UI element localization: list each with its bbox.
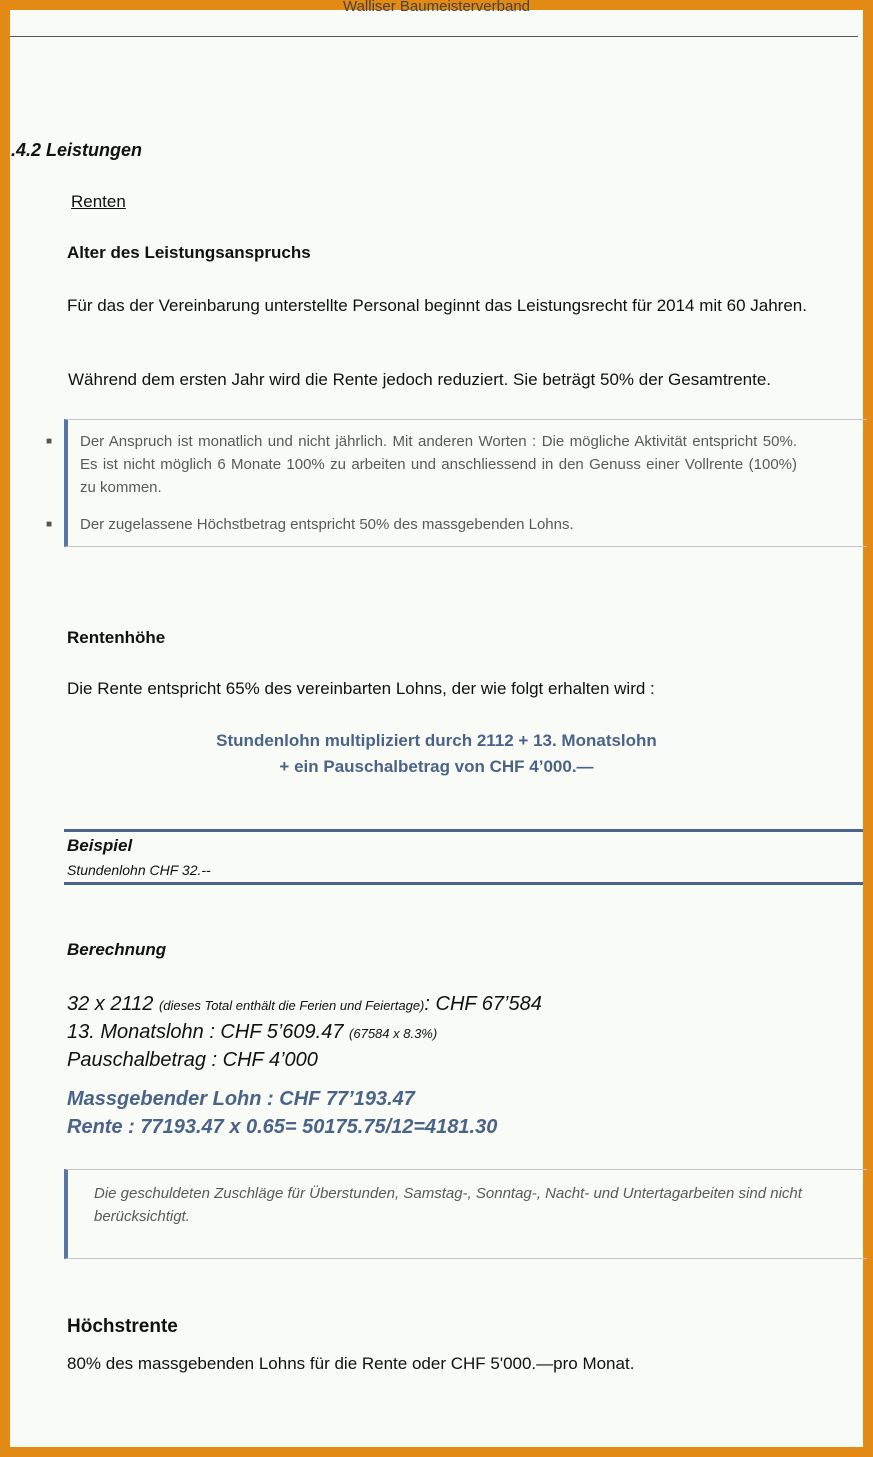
note-text: Die geschuldeten Zuschläge für Überstunden, Samstag-, Sonntag-, Nacht- und Untertagarbeiten sind nicht berücksichtigt. [94,1185,802,1225]
running-header: Walliser Baumeisterverband [342,0,531,15]
alter-paragraph-2: Während dem ersten Jahr wird die Rente jedoch reduziert. Sie beträgt 50% der Gesamtrente. [68,370,772,389]
berechnung-heading: Berechnung [67,940,167,959]
calc-line-1 [67,993,542,1016]
hoechstrente-heading: Höchstrente [67,1316,178,1337]
renten-heading: Renten [71,192,126,211]
calc-line-2-main: 13. Monatslohn : CHF 5’609.47 [67,1021,350,1043]
formula-line-2: + ein Pauschalbetrag von CHF 4’000.— [279,757,594,776]
beispiel-subtitle: Stundenlohn CHF 32.-- [67,862,211,878]
bullet-icon: ■ [46,436,53,447]
alter-paragraph-1: Für das der Vereinbarung unterstellte Personal beginnt das Leistungsrecht für 2014 mit 60 Jahren. [67,296,807,315]
rente-calculation: Rente : 77193.47 x 0.65= 50175.75/12=4181.30 [67,1116,498,1138]
bullet-icon: ■ [46,519,53,530]
calc-line-3: Pauschalbetrag : CHF 4’000 [67,1049,318,1071]
info-bullet-2: Der zugelassene Höchstbetrag entspricht 50% des massgebenden Lohns. [80,516,574,533]
info-bullet-1: Der Anspruch ist monatlich und nicht jährlich. Mit anderen Worten : Die mögliche Aktivität entspricht 50%. Es ist nicht möglich 6 Monate 100% zu arbeiten und anschliessend in den Genuss einer Vollrente (100%) zu kommen. [80,433,797,496]
section-heading: .4.2 Leistungen [11,140,143,160]
beispiel-title: Beispiel [67,836,133,855]
calc-line-1-note: (dieses Total enthält die Ferien und Feiertage) [158,998,425,1013]
beispiel-top-rule [64,829,863,832]
hoechstrente-paragraph: 80% des massgebenden Lohns für die Rente oder CHF 5'000.—pro Monat. [67,1354,635,1373]
calc-line-2-note: (67584 x 8.3%) [349,1026,438,1041]
calc-line-1-result: : CHF 67’584 [424,993,542,1015]
document-page [10,0,863,1447]
calc-line-1-main: 32 x 2112 [67,993,159,1015]
calc-line-2 [67,1021,437,1044]
rentenhoehe-paragraph: Die Rente entspricht 65% des vereinbarten Lohns, der wie folgt erhalten wird : [67,679,655,698]
massgebender-lohn: Massgebender Lohn : CHF 77’193.47 [67,1088,415,1110]
header-divider [10,36,858,37]
rentenhoehe-heading: Rentenhöhe [67,628,166,647]
formula-line-1: Stundenlohn multipliziert durch 2112 + 13. Monatslohn [216,731,657,750]
alter-heading: Alter des Leistungsanspruchs [67,243,311,262]
beispiel-bottom-rule [64,882,863,885]
